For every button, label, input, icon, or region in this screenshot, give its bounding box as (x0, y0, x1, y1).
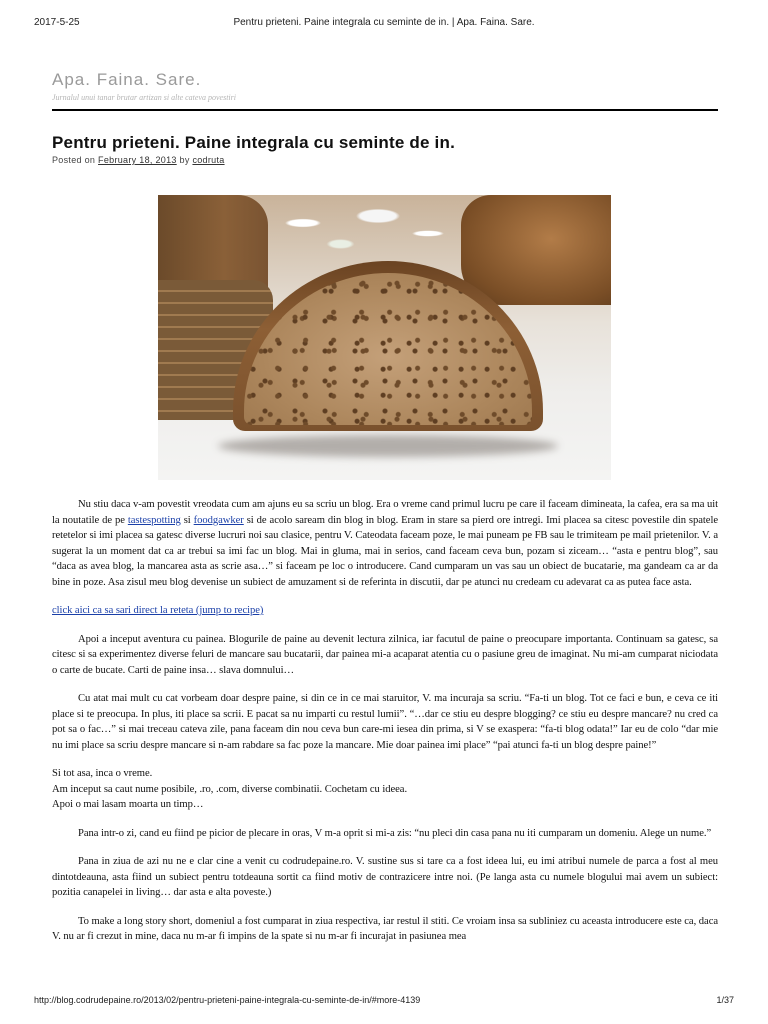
paragraph-domain: Pana intr-o zi, cand eu fiind pe picior de plecare in oras, V m-a oprit si mi-a zis: “nu pleci din casa pana nu iti cumparam un domeniu. Alege un nume.” (78, 827, 712, 839)
paragraph-line: Apoi o mai lasam moarta un timp… (52, 799, 204, 810)
paragraph-encouragement: Cu atat mai mult cu cat vorbeam doar despre paine, si din ce in ce mai staruitor, V. ma incuraja sa scriu. “Fa-ti un blog. Tot ce faci e bun, e ceva ce iti place si te preocupa. In plus, iti place sa scrii. E pacat sa nu imparti cu restul lumii”. “…dar ce stiu eu despre blogging? ce stiu eu despre mancare? nu cred ca pot sa o fac…” si mai treceau cateva zile, pana faceam din nou ceva bun care-mi iesea din prima, si V se exaspera: “fa-ti blog odata!” Iar eu de colo “dar mie nu imi place sa scriu despre mancare si n-am rabdare sa fac poze la mancare. Mie doar painea imi place” “pai atunci fa-ti un blog despre paine!” (52, 693, 718, 751)
tastespotting-link[interactable]: tastespotting (127, 514, 181, 526)
author-link[interactable]: codruta (192, 155, 225, 165)
bread-photo (158, 195, 611, 480)
background-loaf-right (461, 195, 611, 305)
site-title[interactable]: Apa. Faina. Sare. (52, 70, 202, 89)
print-page-title: Pentru prieteni. Paine integrala cu seminte de in. | Apa. Faina. Sare. (233, 17, 535, 28)
post-content (52, 497, 718, 945)
print-page-number: 1/37 (716, 995, 734, 1005)
print-url: http://blog.codrudepaine.ro/2013/02/pentru-prieteni-paine-integrala-cu-seminte-de-in/#more-4139 (34, 995, 421, 1005)
text-segment: si (180, 514, 194, 526)
posted-on-label: Posted on (52, 155, 96, 165)
paragraph-intro (52, 497, 718, 590)
foodgawker-link[interactable]: foodgawker (193, 514, 244, 526)
background-flowers (228, 195, 478, 265)
post-title[interactable]: Pentru prieteni. Paine integrala cu seminte de in. (52, 133, 455, 152)
paragraph-story-short: To make a long story short, domeniul a fost cumparat in ziua respectiva, iar restul il stiti. Ce vroiam insa sa subliniez cu aceasta introducere este ca, daca V. nu ar fi crezut in mine, daca nu m-ar fi impins de la spate si nu m-ar fi incurajat in pasiunea mea (52, 915, 718, 942)
jump-to-recipe-link[interactable]: click aici ca sa sari direct la reteta (jump to recipe) (52, 605, 264, 616)
paragraph-line: Si tot asa, inca o vreme. (52, 768, 153, 779)
text-segment: si de acolo saream din blog in blog. Eram in stare sa pierd ore intregi. Imi placea sa citesc povestile din spatele retetelor si imi placea sa gatesc diverse lucruri noi sau clasice, pentru V. Cateodata faceam poze, le mai puneam pe FB sau le trimiteam pe mail prietenilor. V. a sugerat la un moment dat ca ar trebui sa imi fac un blog. Mai in gluma, mai in serios, cand faceam ceva bun, pozam si ziceam… “asta e pentru blog”, sau “daca as avea blog, la mancarea asta as scrie asa…” si faceam pe loc o introducere. Cand cumparam un vas sau un obiect de bucatarie, ma gandeam ca ar da bine in poze. Asa zisul meu blog devenise un subiect de amuzament si de referinta in discutii, dar pe atunci nu credeam cu adevarat ca as putea face asta. (52, 514, 718, 588)
header-divider (52, 109, 718, 111)
post-date-link[interactable]: February 18, 2013 (98, 155, 177, 165)
print-header (34, 17, 734, 31)
by-label: by (179, 155, 190, 165)
site-description: Jurnalul unui tanar brutar artizan si alte cateva povestiri (52, 93, 236, 102)
paragraph-line: Am inceput sa caut nume posibile, .ro, .com, diverse combinatii. Cochetam cu ideea. (52, 783, 408, 795)
post-meta (52, 155, 225, 165)
text-segment: Nu stiu daca v-am povestit vreodata cum am ajuns eu sa scriu un blog. Era o vreme cand primul lucru pe care il faceam dimineata, la cafea, era sa ma uit la noutatile de pe (52, 499, 718, 526)
loaf-shadow (218, 435, 558, 457)
print-date: 2017-5-25 (34, 17, 80, 28)
print-footer (34, 995, 734, 1009)
paragraph-name: Pana in ziua de azi nu ne e clar cine a venit cu codrudepaine.ro. V. sustine sus si tare ca a fost ideea lui, eu imi atribui numele de parca a fost al meu dintotdeauna, asta fiind un subiect pentru totdeauna sortit ca fiind motiv de contrazicere intre noi. (Pe langa asta cu numele blogului mai avem un subiect: pozitia canapelei in living… dar asta e alta poveste.) (52, 856, 718, 898)
jump-paragraph (52, 603, 718, 619)
paragraph-bread-adventure: Apoi a inceput aventura cu painea. Blogurile de paine au devenit lectura zilnica, iar facutul de paine o preocupare importanta. Continuam sa gatesc, sa citesc si sa experimentez diverse feluri de mancare sau bucatarii, dar painea mi-a acaparat atentia cu o pasiune greu de imaginat. Nu mi-am cumparat niciodata o carte de bucate. Carti de paine insa… slava domnului… (52, 633, 718, 676)
